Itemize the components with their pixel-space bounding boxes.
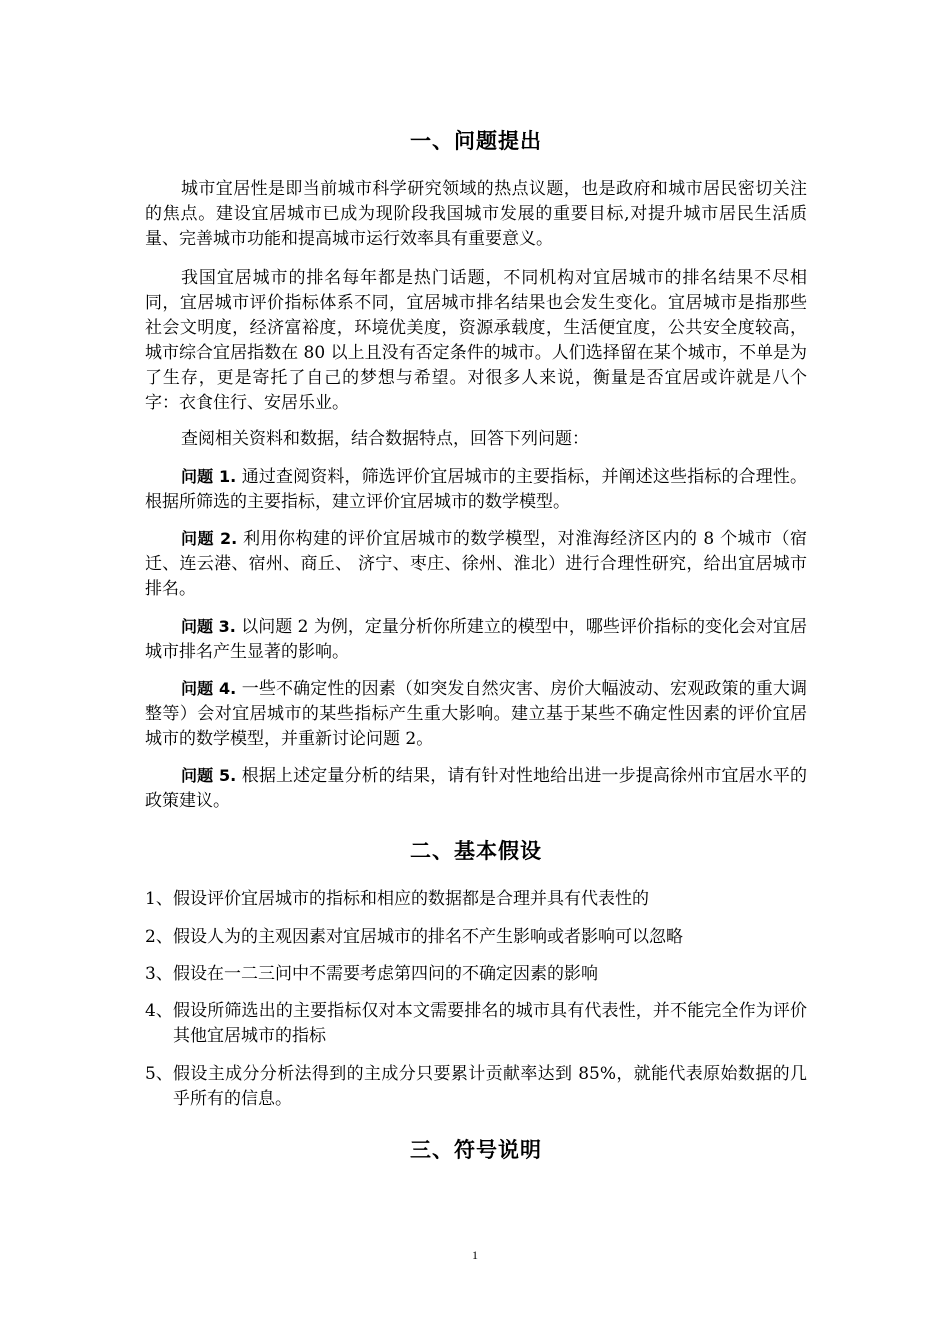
- assumption-item: [145, 925, 807, 950]
- assumption-number: 2、: [145, 927, 173, 947]
- question-text: 以问题 2 为例，定量分析你所建立的模型中，哪些评价指标的变化会对宜居城市排名产生显著的影响。: [145, 617, 807, 662]
- question-1: [145, 464, 807, 515]
- question-3: [145, 614, 807, 665]
- question-2: [145, 526, 807, 602]
- assumption-number: 4、: [145, 1001, 173, 1021]
- assumption-item: [145, 1062, 807, 1112]
- assumption-item: [145, 999, 807, 1049]
- page-number: 1: [472, 1248, 478, 1262]
- assumption-text: 假设所筛选出的主要指标仅对本文需要排名的城市具有代表性，并不能完全作为评价其他宜居城市的指标: [173, 1001, 807, 1046]
- assumption-item: [145, 887, 807, 912]
- question-label: 问题 5.: [181, 766, 237, 785]
- assumption-text: 假设人为的主观因素对宜居城市的排名不产生影响或者影响可以忽略: [173, 927, 683, 947]
- assumption-number: 5、: [145, 1064, 173, 1084]
- question-text: 一些不确定性的因素（如突发自然灾害、房价大幅波动、宏观政策的重大调整等）会对宜居城市的某些指标产生重大影响。建立基于某些不确定性因素的评价宜居城市的数学模型，并重新讨论问题 2。: [145, 679, 807, 749]
- paragraph-intro: 城市宜居性是即当前城市科学研究领域的热点议题，也是政府和城市居民密切关注的焦点。建设宜居城市已成为现阶段我国城市发展的重要目标,对提升城市居民生活质量、完善城市功能和提高城市运行效率具有重要意义。: [145, 179, 807, 249]
- section-title-problem: 一、问题提出: [410, 129, 542, 153]
- assumption-text: 假设在一二三问中不需要考虑第四问的不确定因素的影响: [173, 964, 598, 984]
- section-title-assumptions: 二、基本假设: [410, 839, 542, 863]
- question-5: [145, 763, 807, 814]
- question-text: 通过查阅资料，筛选评价宜居城市的主要指标，并阐述这些指标的合理性。根据所筛选的主要指标，建立评价宜居城市的数学模型。: [145, 467, 807, 512]
- assumption-number: 1、: [145, 889, 173, 909]
- question-4: [145, 676, 807, 752]
- assumption-text: 假设主成分分析法得到的主成分只要累计贡献率达到 85%，就能代表原始数据的几乎所有的信息。: [173, 1064, 807, 1109]
- paragraph-ranking: 我国宜居城市的排名每年都是热门话题，不同机构对宜居城市的排名结果不尽相同，宜居城市评价指标体系不同，宜居城市排名结果也会发生变化。宜居城市是指那些社会文明度，经济富裕度，环境优美度，资源承载度，生活便宜度，公共安全度较高，城市综合宜居指数在 80 以上且没有否定条件的城市。人们选择留在某个城市，不单是为了生存，更是寄托了自己的梦想与希望。对很多人来说，衡量是否宜居或许就是八个字：衣食住行、安居乐业。: [145, 268, 807, 413]
- assumption-text: 假设评价宜居城市的指标和相应的数据都是合理并具有代表性的: [173, 889, 649, 909]
- question-label: 问题 3.: [181, 617, 236, 636]
- section-title-symbols: 三、符号说明: [410, 1138, 542, 1162]
- assumption-number: 3、: [145, 964, 173, 984]
- paragraph-instructions: 查阅相关资料和数据，结合数据特点，回答下列问题：: [181, 429, 589, 449]
- question-text: 利用你构建的评价宜居城市的数学模型，对淮海经济区内的 8 个城市（宿迁、连云港、宿州、商丘、 济宁、枣庄、徐州、淮北）进行合理性研究，给出宜居城市排名。: [145, 529, 807, 599]
- question-label: 问题 4.: [181, 679, 237, 698]
- question-label: 问题 1.: [181, 467, 237, 486]
- question-label: 问题 2.: [181, 529, 238, 548]
- assumption-item: [145, 962, 807, 987]
- question-text: 根据上述定量分析的结果，请有针对性地给出进一步提高徐州市宜居水平的政策建议。: [145, 766, 807, 811]
